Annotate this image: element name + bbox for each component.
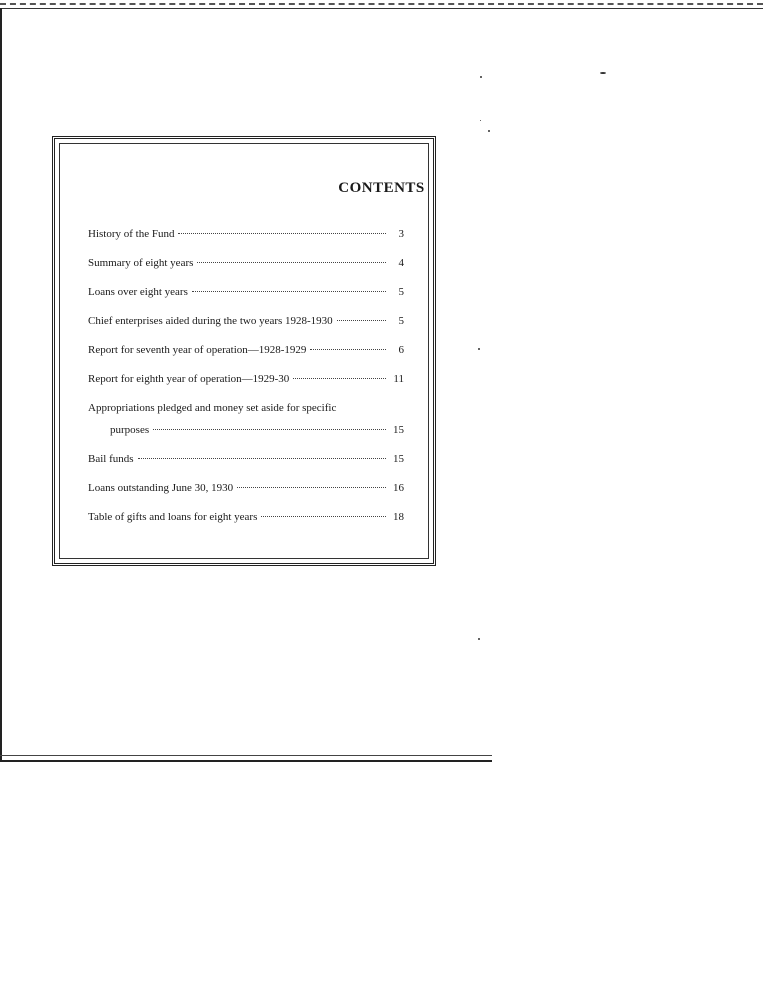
toc-entry-label: History of the Fund xyxy=(88,228,175,240)
contents-title: CONTENTS xyxy=(338,180,425,196)
scan-edge-left xyxy=(0,8,2,760)
dot-leader xyxy=(178,233,386,234)
toc-entry-page: 18 xyxy=(393,511,404,523)
toc-entry-label: Table of gifts and loans for eight years xyxy=(88,511,258,523)
toc-entry-page: 16 xyxy=(393,482,404,494)
scan-speck xyxy=(478,348,480,350)
toc-entry xyxy=(88,511,404,540)
dot-leader xyxy=(310,349,386,350)
toc-entry-page: 5 xyxy=(398,286,404,298)
table-of-contents xyxy=(88,228,404,540)
dot-leader xyxy=(261,516,386,517)
toc-entry-label: Report for seventh year of operation—1928-1929 xyxy=(88,344,307,356)
toc-entry-page: 15 xyxy=(393,424,404,436)
toc-entry-label: Chief enterprises aided during the two years 1928-1930 xyxy=(88,315,333,327)
dot-leader xyxy=(153,429,386,430)
toc-entry xyxy=(88,228,404,257)
toc-entry xyxy=(88,344,404,373)
toc-entry-label: purposes xyxy=(110,424,150,436)
toc-entry xyxy=(88,257,404,286)
toc-entry-page: 4 xyxy=(398,257,404,269)
dot-leader xyxy=(197,262,386,263)
dot-leader xyxy=(337,320,386,321)
scan-edge-top-line xyxy=(0,8,763,9)
scan-speck xyxy=(480,76,482,78)
toc-entry-label: Summary of eight years xyxy=(88,257,194,269)
scan-speck xyxy=(600,72,606,74)
toc-entry xyxy=(88,453,404,482)
toc-entry-page: 15 xyxy=(393,453,404,465)
toc-entry xyxy=(88,286,404,315)
toc-entry xyxy=(88,373,404,402)
toc-entry-label: Loans over eight years xyxy=(88,286,188,298)
dot-leader xyxy=(293,378,386,379)
toc-entry xyxy=(88,402,404,424)
toc-entry-continuation xyxy=(88,424,404,453)
toc-entry-label: Report for eighth year of operation—1929-30 xyxy=(88,373,290,385)
toc-entry-label: Appropriations pledged and money set aside for specific xyxy=(88,402,337,414)
scan-speck xyxy=(480,120,481,121)
scan-edge-top xyxy=(0,3,763,5)
toc-entry-page: 5 xyxy=(398,315,404,327)
toc-entry-page: 11 xyxy=(393,373,404,385)
scan-speck xyxy=(478,638,480,640)
dot-leader xyxy=(192,291,386,292)
toc-entry-label: Loans outstanding June 30, 1930 xyxy=(88,482,234,494)
toc-entry xyxy=(88,482,404,511)
scan-edge-bottom xyxy=(0,755,492,762)
dot-leader xyxy=(237,487,386,488)
dot-leader xyxy=(138,458,386,459)
toc-entry-label: Bail funds xyxy=(88,453,134,465)
scan-speck xyxy=(488,130,490,132)
toc-entry xyxy=(88,315,404,344)
toc-entry-page: 6 xyxy=(398,344,404,356)
toc-entry-page: 3 xyxy=(398,228,404,240)
